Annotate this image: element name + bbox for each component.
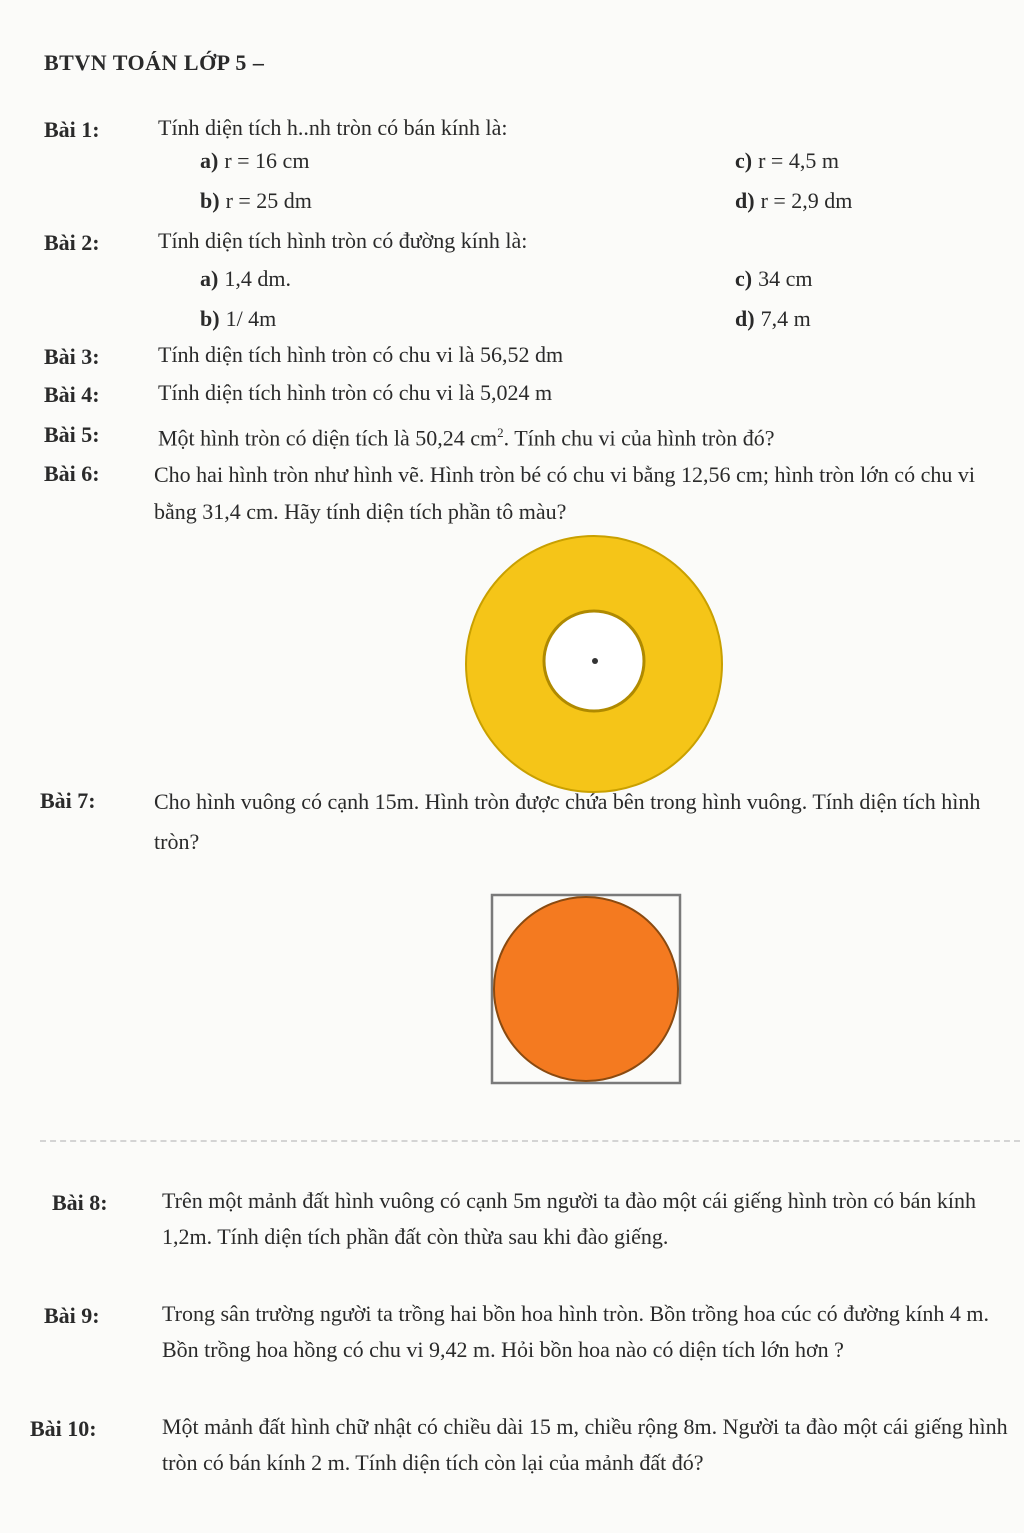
problem-6-label: Bài 6:	[44, 461, 100, 486]
option-value: r = 2,9 dm	[760, 188, 853, 213]
problem-10-text: Một mảnh đất hình chữ nhật có chiều dài 15 m, chiều rộng 8m. Người ta đào một cái giếng hình tròn có bán kính 2 m. Tính diện tích còn lại của mảnh đất đó?	[162, 1414, 1008, 1475]
option-letter: d)	[735, 188, 755, 213]
problem-2-option-c	[735, 266, 812, 292]
problem-1-option-d	[735, 188, 852, 214]
problem-2-label: Bài 2:	[44, 230, 100, 255]
problem-1-option-c	[735, 148, 839, 174]
problem-1-text: Tính diện tích h..nh tròn có bán kính là:	[158, 115, 508, 140]
option-value: 34 cm	[758, 266, 813, 291]
option-letter: b)	[200, 306, 220, 331]
problem-10-label: Bài 10:	[30, 1416, 97, 1441]
problem-1-option-a	[200, 148, 309, 174]
problem-7-label: Bài 7:	[40, 788, 96, 813]
problem-2-option-a	[200, 266, 291, 292]
option-value: 1/ 4m	[225, 306, 277, 331]
problem-9-text: Trong sân trường người ta trồng hai bồn hoa hình tròn. Bồn trồng hoa cúc có đường kính 4 m. Bồn trồng hoa hồng có chu vi 9,42 m. Hỏi bồn hoa nào có diện tích lớn hơn ?	[162, 1301, 989, 1362]
page-divider	[40, 1140, 1020, 1142]
option-value: r = 4,5 m	[758, 148, 839, 173]
problem-2-option-b	[200, 306, 276, 332]
problem-5-text-end: . Tính chu vi của hình tròn đó?	[503, 425, 775, 451]
problem-6-text: Cho hai hình tròn như hình vẽ. Hình tròn bé có chu vi bằng 12,56 cm; hình tròn lớn có chu vi bằng 31,4 cm. Hãy tính diện tích phần tô màu?	[154, 462, 975, 524]
center-point	[592, 658, 598, 664]
option-letter: a)	[200, 266, 219, 291]
problem-5-label: Bài 5:	[44, 422, 100, 447]
document-title: BTVN TOÁN LỚP 5 –	[44, 50, 265, 75]
problem-1-option-b	[200, 188, 312, 214]
problem-4-text: Tính diện tích hình tròn có chu vi là 5,024 m	[158, 380, 553, 405]
problem-5-text-start: Một hình tròn có diện tích là 50,24 cm	[158, 425, 498, 451]
problem-3-label: Bài 3:	[44, 344, 100, 369]
problem-2-text: Tính diện tích hình tròn có đường kính là:	[158, 228, 528, 253]
option-value: r = 16 cm	[224, 148, 310, 173]
problem-9-label: Bài 9:	[44, 1303, 100, 1328]
problem-5-text	[158, 417, 1018, 454]
inscribed-circle	[494, 897, 678, 1081]
option-letter: c)	[735, 148, 753, 173]
option-letter: a)	[200, 148, 219, 173]
option-letter: b)	[200, 188, 220, 213]
square-circle-figure	[490, 893, 682, 1085]
problem-3-text: Tính diện tích hình tròn có chu vi là 56,52 dm	[158, 342, 564, 367]
problem-1-label: Bài 1:	[44, 117, 100, 142]
problem-2-option-d	[735, 306, 811, 332]
problem-8-label: Bài 8:	[52, 1190, 108, 1215]
problem-8-text: Trên một mảnh đất hình vuông có cạnh 5m người ta đào một cái giếng hình tròn có bán kính 1,2m. Tính diện tích phần đất còn thừa sau khi đào giếng.	[162, 1188, 976, 1249]
problem-7-text: Cho hình vuông có cạnh 15m. Hình tròn được chứa bên trong hình vuông. Tính diện tích hình tròn?	[154, 789, 981, 854]
annulus-figure	[464, 534, 728, 798]
option-value: 7,4 m	[760, 306, 811, 331]
option-value: 1,4 dm.	[224, 266, 291, 291]
problem-4-label: Bài 4:	[44, 382, 100, 407]
option-value: r = 25 dm	[225, 188, 312, 213]
option-letter: d)	[735, 306, 755, 331]
option-letter: c)	[735, 266, 753, 291]
superscript: 2	[497, 425, 504, 440]
